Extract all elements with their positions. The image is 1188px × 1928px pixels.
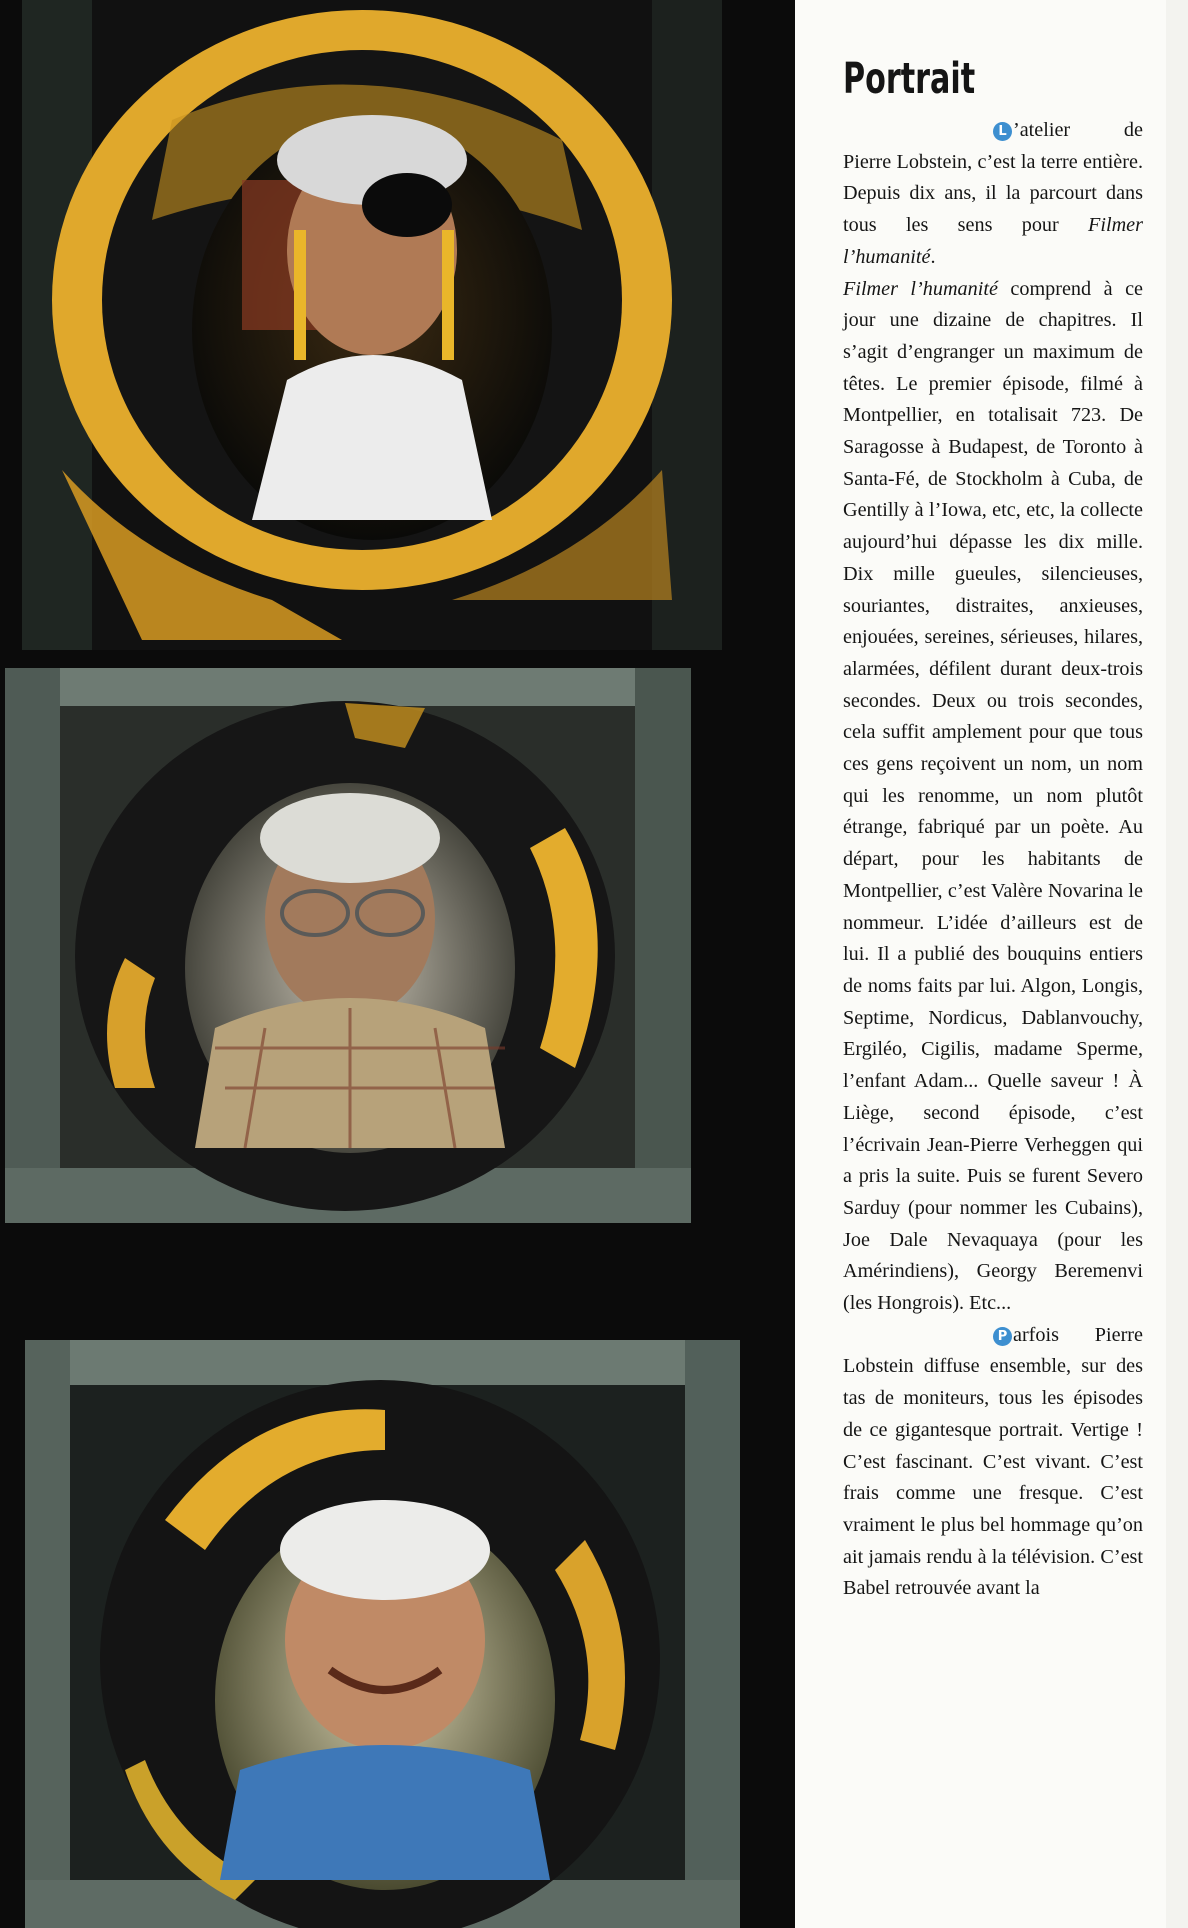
dropcap-p: P: [993, 1327, 1012, 1346]
photo-woman-glasses: [5, 668, 691, 1223]
paragraph-1-tail: .: [930, 245, 936, 268]
dropcap-l: L: [993, 122, 1012, 141]
paragraph-1-lead: ’atelier de Pierre Lobstein, c’est la terre entière. Depuis dix ans, il la parcourt dans tous les sens pour: [843, 119, 1143, 237]
paragraph-2: [843, 274, 1143, 1320]
photo-man-eyepatch-image: [22, 0, 722, 650]
paragraph-1-italic: Filmer l’humanité: [843, 214, 1143, 268]
paragraph-1: [843, 115, 1143, 274]
paragraph-3-lead: arfois Pierre Lobstein diffuse ensemble, sur des tas de moniteurs, tous les épisodes de ce gigantesque portrait. Vertige ! C’est fascinant. C’est vivant. C’est frais comme une fresque. C’est vraiment le plus bel hommage qu’on ait jamais rendu à la télévision. C’est Babel retrouvée avant la: [843, 1323, 1143, 1600]
photo-smiling-man-image: [25, 1340, 740, 1928]
paragraph-2-text: comprend à ce jour une dizaine de chapitres. Il s’agit d’engranger un maximum de têtes. Le premier épisode, filmé à Montpellier, en totalisait 723. De Saragosse à Budapest, de Toronto à Santa-Fé, de Stockholm à Cuba, de Gentilly à l’Iowa, etc, etc, la collecte aujourd’hui dépasse les dix mille. Dix mille gueules, silencieuses, souriantes, distraites, anxieuses, enjouées, sereines, sérieuses, hilares, alarmées, défilent durant deux-trois secondes. Deux ou trois secondes, cela suffit amplement pour que tous ces gens reçoivent un nom, un nom qui les renomme, un nom plutôt étrange, fabriqué par un poète. Au départ, pour les habitants de Montpellier, c’est Valère Novarina le nommeur. L’idée d’ailleurs est de lui. Il a publié des bouquins entiers de noms faits par lui. Algon, Longis, Septime, Nordicus, Dablanvouchy, Ergiléo, Cigilis, madame Sperme, l’enfant Adam... Quelle saveur ! À Liège, second épisode, c’est l’écrivain Jean-Pierre Verheggen qui a pris la suite. Puis se furent Severo Sarduy (pour nommer les Cubains), Joe Dale Nevaquaya (pour les Amérindiens), Georgy Beremenvi (les Hongrois). Etc...: [843, 277, 1143, 1315]
photo-smiling-man: [25, 1340, 740, 1928]
page-edge: [1166, 0, 1188, 1928]
photo-man-eyepatch: [22, 0, 722, 650]
article: [843, 54, 1143, 1605]
paragraph-2-italic: Filmer l’humanité: [843, 277, 998, 300]
paragraph-3: [843, 1320, 1143, 1605]
article-title: Portrait: [843, 54, 976, 104]
photo-woman-glasses-image: [5, 668, 691, 1223]
